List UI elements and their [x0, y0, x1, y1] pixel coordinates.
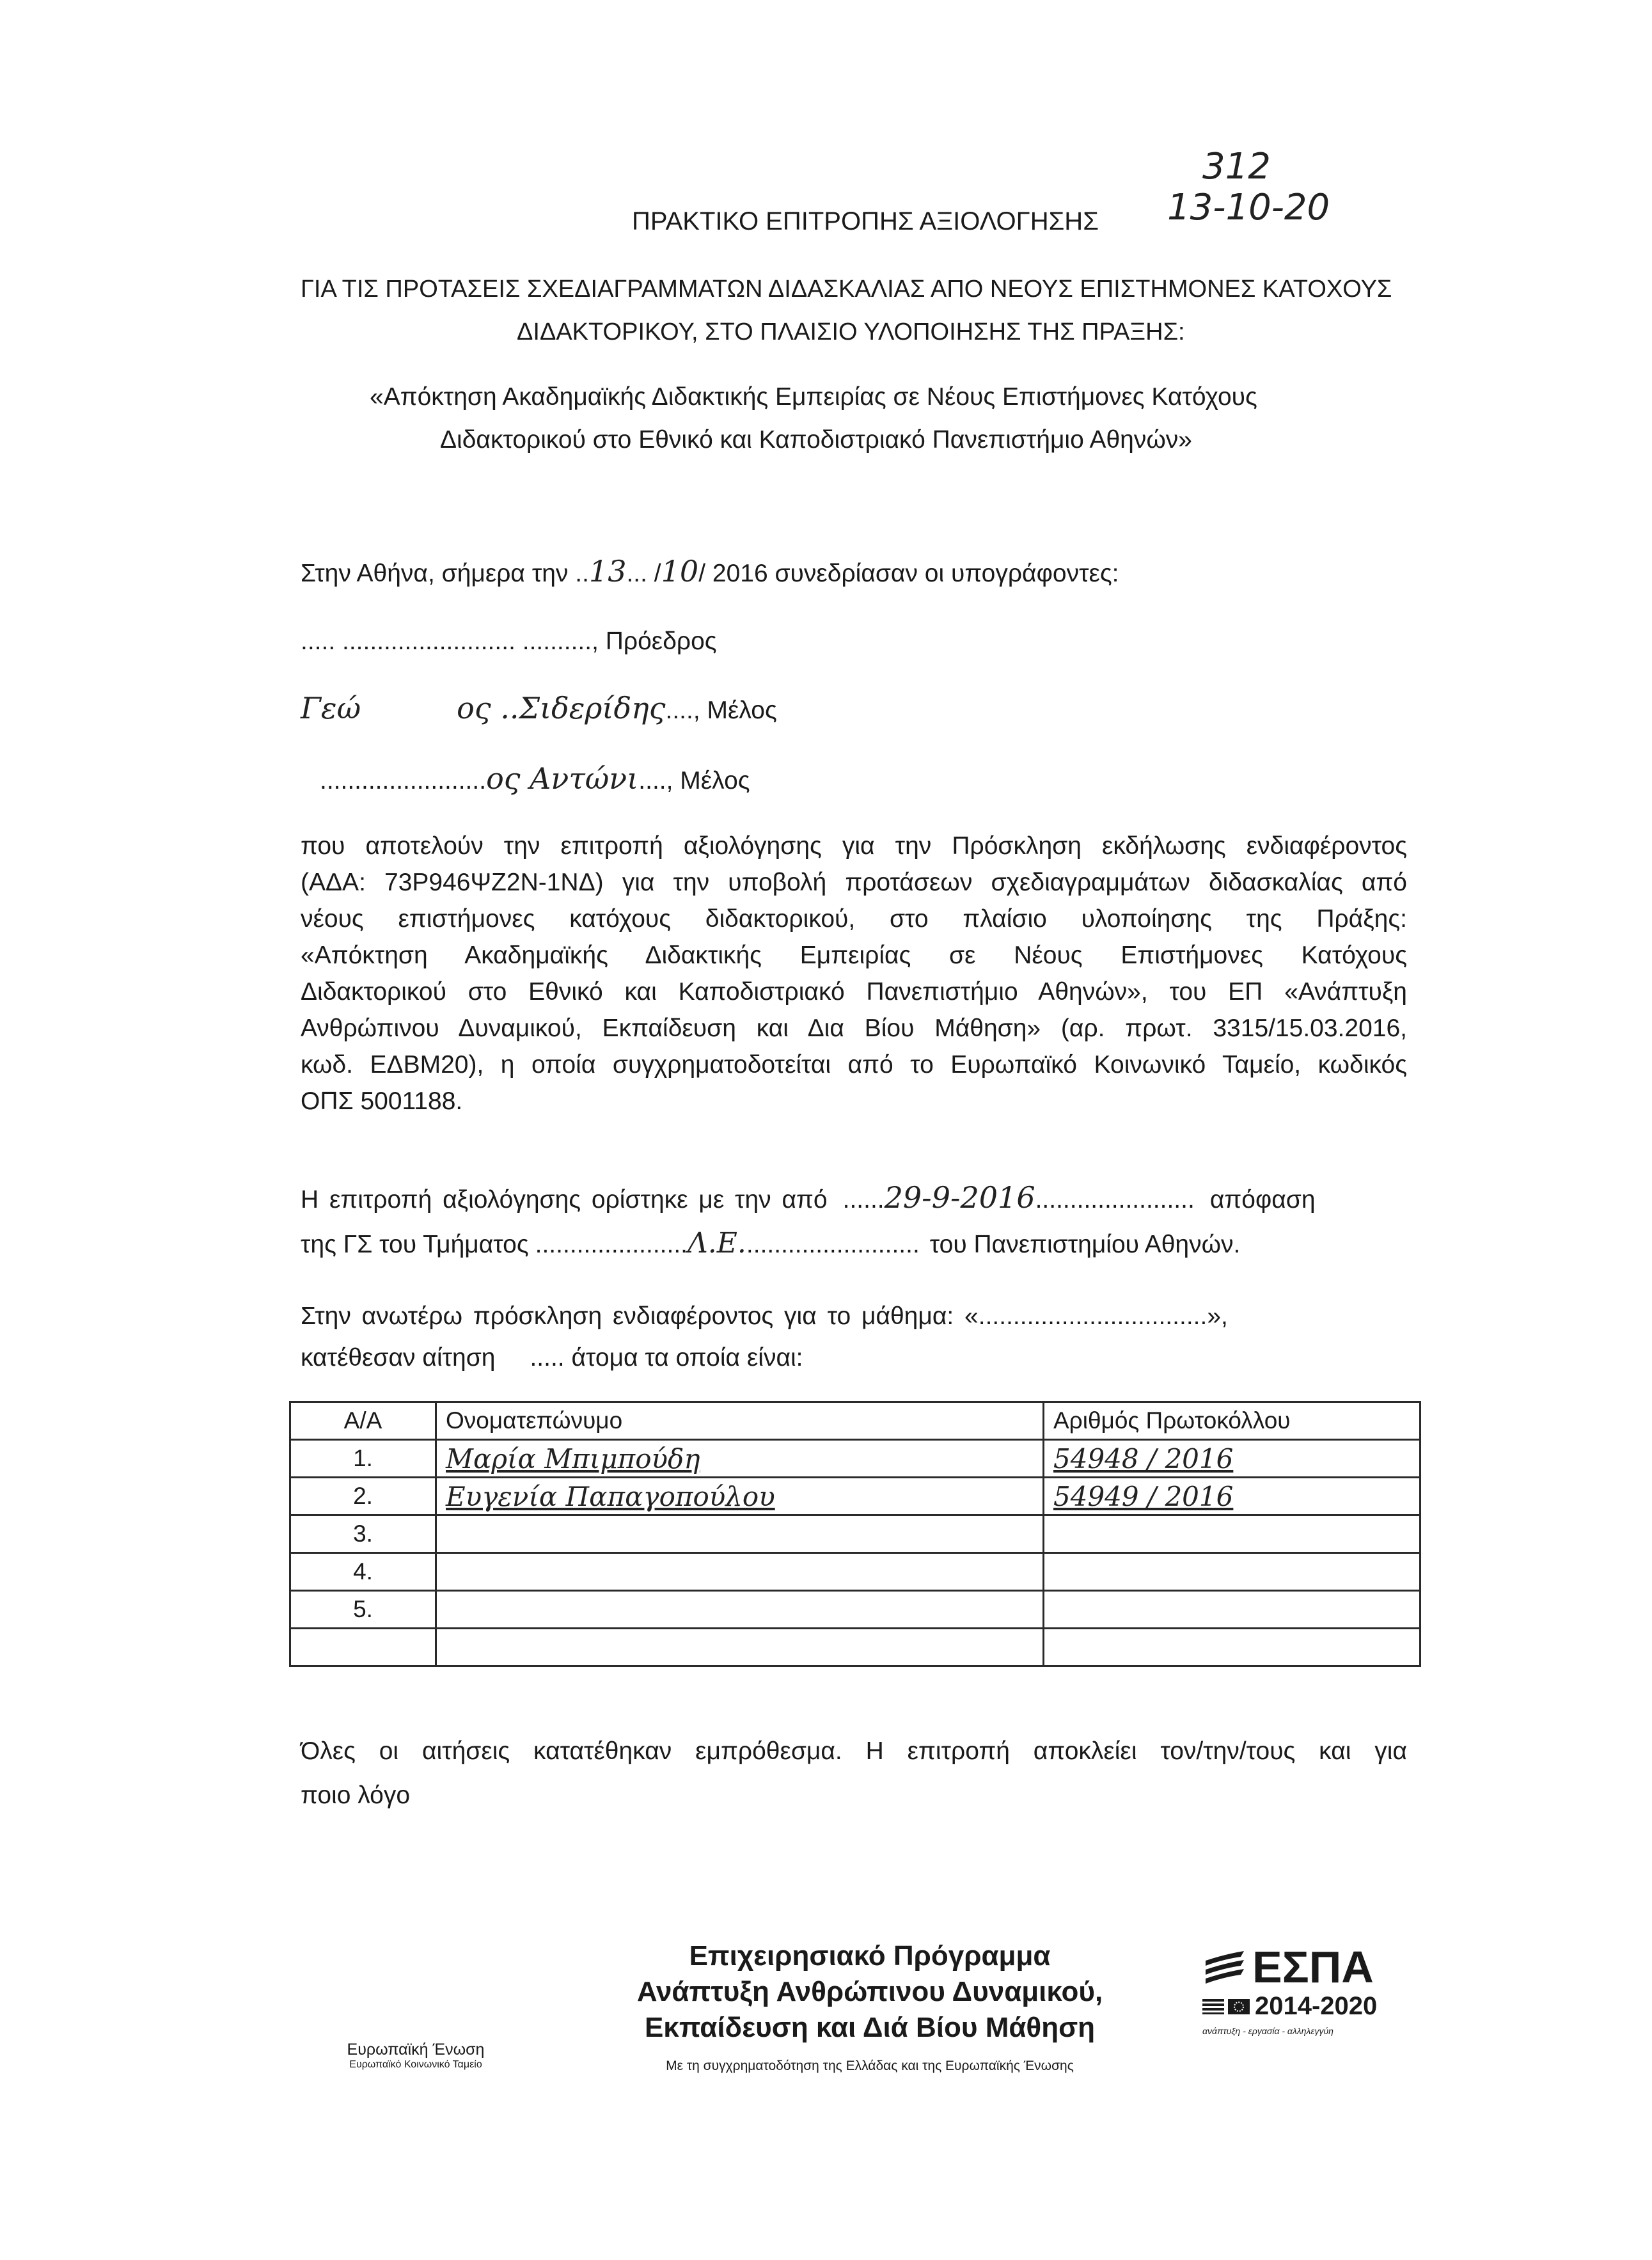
- eu-logo: [333, 2041, 499, 2071]
- closing-line-1: Όλες οι αιτήσεις κατατέθηκαν εμπρόθεσμα. Η επιτροπή αποκλείει τον/την/τους και για: [301, 1737, 1407, 1765]
- program-line-3: Εκπαίδευση και Διά Βίου Μάθηση: [644, 2012, 1096, 2043]
- body-line: (ΑΔΑ: 73Ρ946ΨΖ2Ν-1ΝΔ) για την υποβολή προτάσεων σχεδιαγραμμάτων διδασκαλίας από: [301, 869, 1407, 896]
- body-line: Διδακτορικού στο Εθνικό και Καποδιστριακό Πανεπιστήμιο Αθηνών», του ΕΠ «Ανάπτυξη: [301, 978, 1407, 1006]
- protocol-number: 54948 / 2016: [1044, 1440, 1420, 1478]
- applicant-name: [436, 1553, 1044, 1591]
- committee-prefix: Η επιτροπή αξιολόγησης ορίστηκε με την από: [301, 1186, 828, 1213]
- row-index: 1.: [290, 1440, 436, 1478]
- subtitle-line-1: ΓΙΑ ΤΙΣ ΠΡΟΤΑΣΕΙΣ ΣΧΕΔΙΑΓΡΑΜΜΑΤΩΝ ΔΙΔΑΣΚΑΛΙΑΣ ΑΠΟ ΝΕΟΥΣ ΕΠΙΣΤΗΜΟΝΕΣ ΚΑΤΟΧΟΥΣ: [301, 276, 1392, 303]
- handwritten-month: 10: [661, 554, 699, 589]
- protocol-number: 54949 / 2016: [1044, 1478, 1420, 1515]
- table-header-cell: Αριθμός Πρωτοκόλλου: [1044, 1402, 1420, 1440]
- document-title: ΠΡΑΚΤΙΚΟ ΕΠΙΤΡΟΠΗΣ ΑΞΙΟΛΟΓΗΣΗΣ: [632, 207, 1099, 235]
- table-row: [290, 1515, 1420, 1553]
- handwritten-decision-date: 29-9-2016: [884, 1180, 1035, 1215]
- committee-dots: .........................: [746, 1231, 920, 1258]
- body-line: ΟΠΣ 5001188.: [301, 1087, 463, 1115]
- subtitle-line-2: ΔΙΔΑΚΤΟΡΙΚΟΥ, ΣΤΟ ΠΛΑΙΣΙΟ ΥΛΟΠΟΙΗΣΗΣ ΤΗΣ ΠΡΑΞΗΣ:: [517, 319, 1185, 345]
- espa-years: 2014-2020: [1255, 1992, 1378, 2020]
- handwritten-protocol-date: 13-10-20: [1167, 187, 1330, 228]
- member-name: ος ..Σιδερίδης: [457, 691, 666, 725]
- committee-dots: .......................: [1035, 1186, 1195, 1213]
- protocol-number: [1044, 1553, 1420, 1591]
- eu-flag-icon: [1228, 1999, 1250, 2014]
- committee-line-2: [301, 1227, 1240, 1261]
- meeting-sep: ... /: [626, 560, 661, 587]
- row-index: 4.: [290, 1553, 436, 1591]
- applications-intro-a: κατέθεσαν αίτηση: [301, 1344, 496, 1371]
- table-row: [290, 1478, 1420, 1515]
- member-role: ...., Μέλος: [638, 767, 750, 794]
- committee-dots: ......................: [535, 1231, 688, 1258]
- espa-logo: [1202, 1942, 1388, 2036]
- program-block: [576, 1938, 1164, 2074]
- member-dots: ........................: [320, 767, 487, 794]
- espa-swoosh-icon: [1202, 1948, 1247, 1986]
- applications-table: [289, 1401, 1421, 1667]
- body-line: νέους επιστήμονες κατόχους διδακτορικού, στο πλαίσιο υλοποίησης της Πράξης:: [301, 905, 1407, 933]
- applications-intro-line-1: Στην ανωτέρω πρόσκληση ενδιαφέροντος για το μάθημα: «.................................»,: [301, 1302, 1228, 1330]
- espa-title: ΕΣΠΑ: [1252, 1942, 1374, 1992]
- member-president: [301, 627, 717, 657]
- member-role: , Πρόεδρος: [592, 628, 717, 655]
- espa-motto: ανάπτυξη - εργασία - αλληλεγγύη: [1202, 2026, 1333, 2036]
- meeting-prefix: Στην Αθήνα, σήμερα την ..: [301, 560, 589, 587]
- body-line: που αποτελούν την επιτροπή αξιολόγησης για την Πρόσκληση εκδήλωσης ενδιαφέροντος: [301, 832, 1407, 860]
- member-name-prefix: Γεώ: [301, 691, 361, 725]
- member-name: ος Αντώνι: [486, 761, 639, 796]
- table-row: [290, 1629, 1420, 1666]
- member-2: [301, 691, 777, 726]
- applicant-name: [436, 1629, 1044, 1666]
- committee-dots: ......: [842, 1186, 885, 1213]
- applicant-name: Μαρία Μπιμπούδη: [436, 1440, 1044, 1478]
- handwritten-department: Λ.Ε.: [688, 1227, 746, 1260]
- row-index: 3.: [290, 1515, 436, 1553]
- committee-line-1: [301, 1180, 1316, 1215]
- body-line: «Απόκτηση Ακαδημαϊκής Διδακτικής Εμπειρίας σε Νέους Επιστήμονες Κατόχους: [301, 942, 1407, 969]
- subtitle-line-4: Διδακτορικού στο Εθνικό και Καποδιστριακό Πανεπιστήμιο Αθηνών»: [440, 426, 1192, 454]
- protocol-number: [1044, 1629, 1420, 1666]
- handwritten-day: 13: [588, 554, 627, 589]
- member-role: ...., Μέλος: [665, 697, 777, 724]
- meeting-suffix: / 2016 συνεδρίασαν οι υπογράφοντες:: [698, 560, 1119, 587]
- row-index: 2.: [290, 1478, 436, 1515]
- committee-suffix: του Πανεπιστημίου Αθηνών.: [929, 1231, 1241, 1258]
- program-line-1: Επιχειρησιακό Πρόγραμμα: [689, 1940, 1051, 1972]
- committee-prefix: της ΓΣ του Τμήματος: [301, 1231, 529, 1258]
- program-line-2: Ανάπτυξη Ανθρώπινου Δυναμικού,: [636, 1976, 1103, 2007]
- table-header-row: [290, 1402, 1420, 1440]
- row-index: [290, 1629, 436, 1666]
- table-row: [290, 1440, 1420, 1478]
- table-row: [290, 1591, 1420, 1629]
- table-header-cell: Ονοματεπώνυμο: [436, 1402, 1044, 1440]
- member-dots: ..... ......................... ..........: [301, 628, 592, 655]
- program-subtitle: Με τη συγχρηματοδότηση της Ελλάδας και της Ευρωπαϊκής Ένωσης: [666, 2058, 1074, 2073]
- applicant-name: [436, 1591, 1044, 1629]
- table-row: [290, 1553, 1420, 1591]
- applications-intro-b: ..... άτομα τα οποία είναι:: [530, 1344, 803, 1371]
- applications-intro-line-2: [301, 1343, 803, 1373]
- eu-title: Ευρωπαϊκή Ένωση: [347, 2041, 485, 2058]
- greek-flag-icon: [1202, 1999, 1224, 2014]
- meeting-line: [301, 554, 1119, 589]
- closing-line-2: ποιο λόγο: [301, 1782, 411, 1809]
- row-index: 5.: [290, 1591, 436, 1629]
- applicant-name: [436, 1515, 1044, 1553]
- member-3: [320, 761, 750, 796]
- eu-subtitle: Ευρωπαϊκό Κοινωνικό Ταμείο: [349, 2059, 482, 2070]
- applicant-name: Ευγενία Παπαγοπούλου: [436, 1478, 1044, 1515]
- handwritten-protocol-number: 312: [1202, 146, 1271, 187]
- protocol-number: [1044, 1515, 1420, 1553]
- body-line: Ανθρώπινου Δυναμικού, Εκπαίδευση και Δια Βίου Μάθηση» (αρ. πρωτ. 3315/15.03.2016,: [301, 1015, 1407, 1042]
- body-line: κωδ. ΕΔΒΜ20), η οποία συγχρηματοδοτείται από το Ευρωπαϊκό Κοινωνικό Ταμείο, κωδικός: [301, 1051, 1407, 1079]
- committee-suffix: απόφαση: [1209, 1186, 1316, 1213]
- subtitle-line-3: «Απόκτηση Ακαδημαϊκής Διδακτικής Εμπειρίας σε Νέους Επιστήμονες Κατόχους: [370, 383, 1257, 411]
- table-header-cell: Α/Α: [290, 1402, 436, 1440]
- body-paragraph: [301, 828, 1407, 1119]
- protocol-number: [1044, 1591, 1420, 1629]
